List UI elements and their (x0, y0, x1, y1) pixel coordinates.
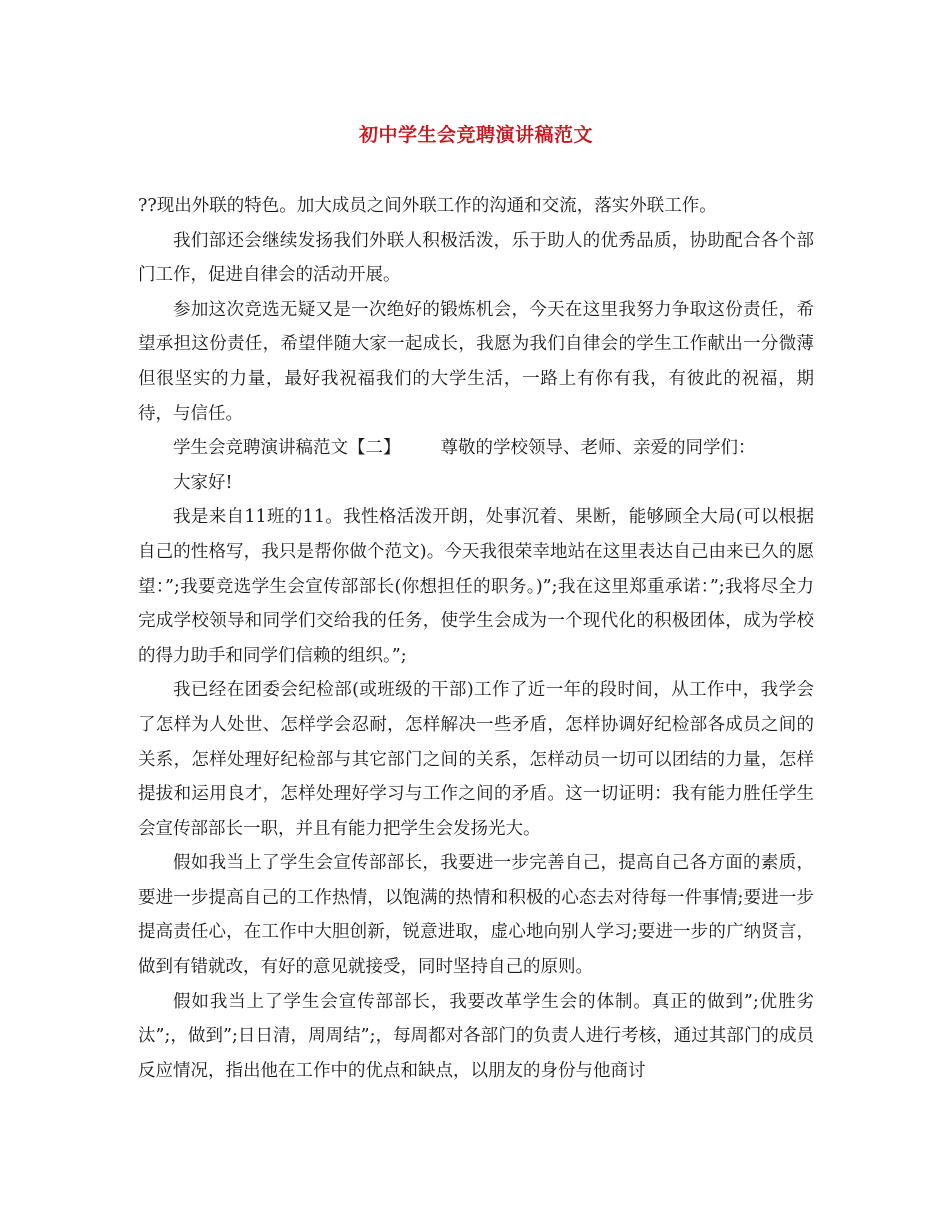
paragraph: 假如我当上了学生会宣传部部长，我要改革学生会的体制。真正的做到”;优胜劣汰”;，做到”;日日清，周周结”;，每周都对各部门的负责人进行考核，通过其部门的成员反应情况，指出他在工作中的优点和缺点，以朋友的身份与他商讨 (138, 991, 814, 1081)
paragraph: ??现出外联的特色。加大成员之间外联工作的沟通和交流，落实外联工作。 (138, 196, 717, 216)
paragraph: 假如我当上了学生会宣传部部长，我要进一步完善自己，提高自己各方面的素质，要进一步提高自己的工作热情，以饱满的热情和积极的心态去对待每一件事情;要进一步提高责任心，在工作中大胆创新，锐意进取，虚心地向别人学习;要进一步的广纳贤言，做到有错就改，有好的意见就接受，同时坚持自己的原则。 (138, 853, 814, 978)
paragraph: 我是来自11班的11。我性格活泼开朗，处事沉着、果断，能够顾全大局(可以根据自己的性格写，我只是帮你做个范文)。今天我很荣幸地站在这里表达自己由来已久的愿望：”;我要竞选学生会宣传部部长(你想担任的职务。)”;我在这里郑重承诺：”;我将尽全力完成学校领导和同学们交给我的任务，使学生会成为一个现代化的积极团体，成为学校的得力助手和同学们信赖的组织。”; (138, 507, 814, 666)
section-heading-line (138, 431, 814, 466)
paragraph: 我们部还会继续发扬我们外联人积极活泼，乐于助人的优秀品质，协助配合各个部门工作，促进自律会的活动开展。 (138, 230, 814, 286)
salutation: 尊敬的学校领导、老师、亲爱的同学们： (440, 438, 756, 459)
document-body (138, 189, 814, 1088)
document-title: 初中学生会竞聘演讲稿范文 (358, 124, 593, 146)
section-heading: 学生会竞聘演讲稿范文【二】 (173, 438, 401, 459)
greeting: 大家好! (173, 472, 233, 493)
paragraph: 参加这次竞选无疑又是一次绝好的锻炼机会，今天在这里我努力争取这份责任，希望承担这份责任，希望伴随大家一起成长，我愿为我们自律会的学生工作献出一分微薄但很坚实的力量，最好我祝福我们的大学生活，一路上有你有我，有彼此的祝福，期待，与信任。 (138, 299, 814, 424)
paragraph: 我已经在团委会纪检部(或班级的干部)工作了近一年的段时间，从工作中，我学会了怎样为人处世、怎样学会忍耐，怎样解决一些矛盾，怎样协调好纪检部各成员之间的关系，怎样处理好纪检部与其它部门之间的关系，怎样动员一切可以团结的力量，怎样提拔和运用良才，怎样处理好学习与工作之间的矛盾。这一切证明：我有能力胜任学生会宣传部部长一职，并且有能力把学生会发扬光大。 (138, 680, 814, 839)
